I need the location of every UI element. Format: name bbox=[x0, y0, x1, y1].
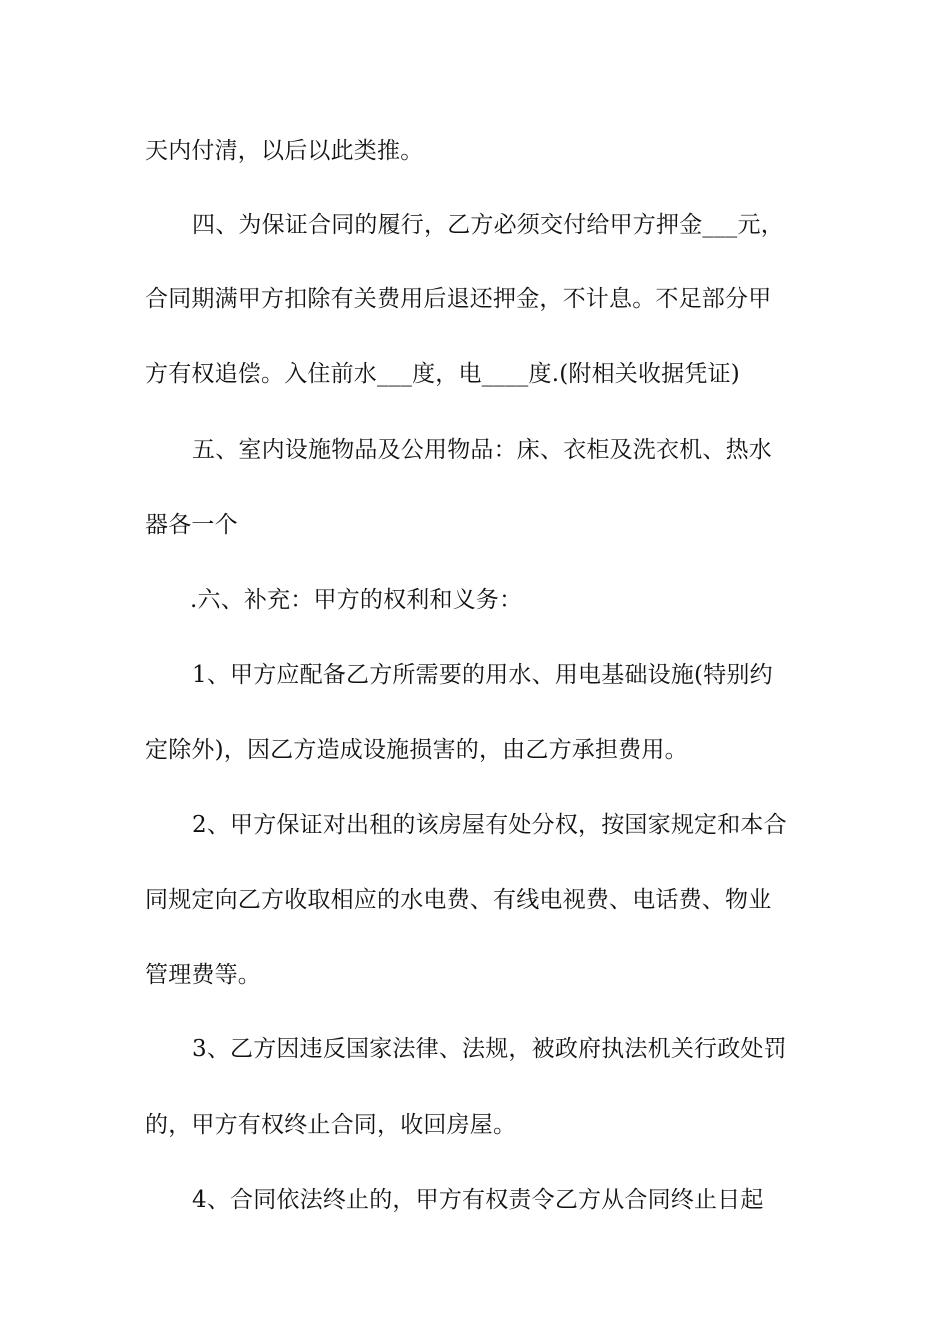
item-2-line-3: 管理费等。 bbox=[145, 962, 261, 988]
clause-5-line-1: 五、室内设施物品及公用物品：床、衣柜及洗衣机、热水 bbox=[192, 437, 772, 463]
item-1-line-2: 定除外)，因乙方造成设施损害的，由乙方承担费用。 bbox=[145, 737, 688, 763]
item-3-line-1: 3、乙方因违反国家法律、法规，被政府执法机关行政处罚 bbox=[192, 1036, 787, 1062]
clause-4-line-2: 合同期满甲方扣除有关费用后退还押金，不计息。不足部分甲 bbox=[145, 286, 772, 312]
item-2-line-1: 2、甲方保证对出租的该房屋有处分权，按国家规定和本合 bbox=[192, 812, 787, 838]
clause-4-line-1: 四、为保证合同的履行，乙方必须交付给甲方押金___元， bbox=[192, 212, 784, 238]
clause-4-line-3: 方有权追偿。入住前水___度，电____度.(附相关收据凭证) bbox=[145, 361, 740, 387]
item-3-line-2: 的，甲方有权终止合同，收回房屋。 bbox=[145, 1112, 517, 1138]
clause-6-heading: .六、补充：甲方的权利和义务： bbox=[190, 587, 523, 613]
text-line-1: 天内付清，以后以此类推。 bbox=[145, 138, 424, 164]
item-4-line-1: 4、合同依法终止的，甲方有权责令乙方从合同终止日起 bbox=[192, 1187, 764, 1213]
item-1-line-1: 1、甲方应配备乙方所需要的用水、用电基础设施(特别约 bbox=[192, 662, 773, 688]
clause-5-line-2: 器各一个 bbox=[145, 512, 238, 538]
item-2-line-2: 同规定向乙方收取相应的水电费、有线电视费、电话费、物业 bbox=[145, 887, 772, 913]
